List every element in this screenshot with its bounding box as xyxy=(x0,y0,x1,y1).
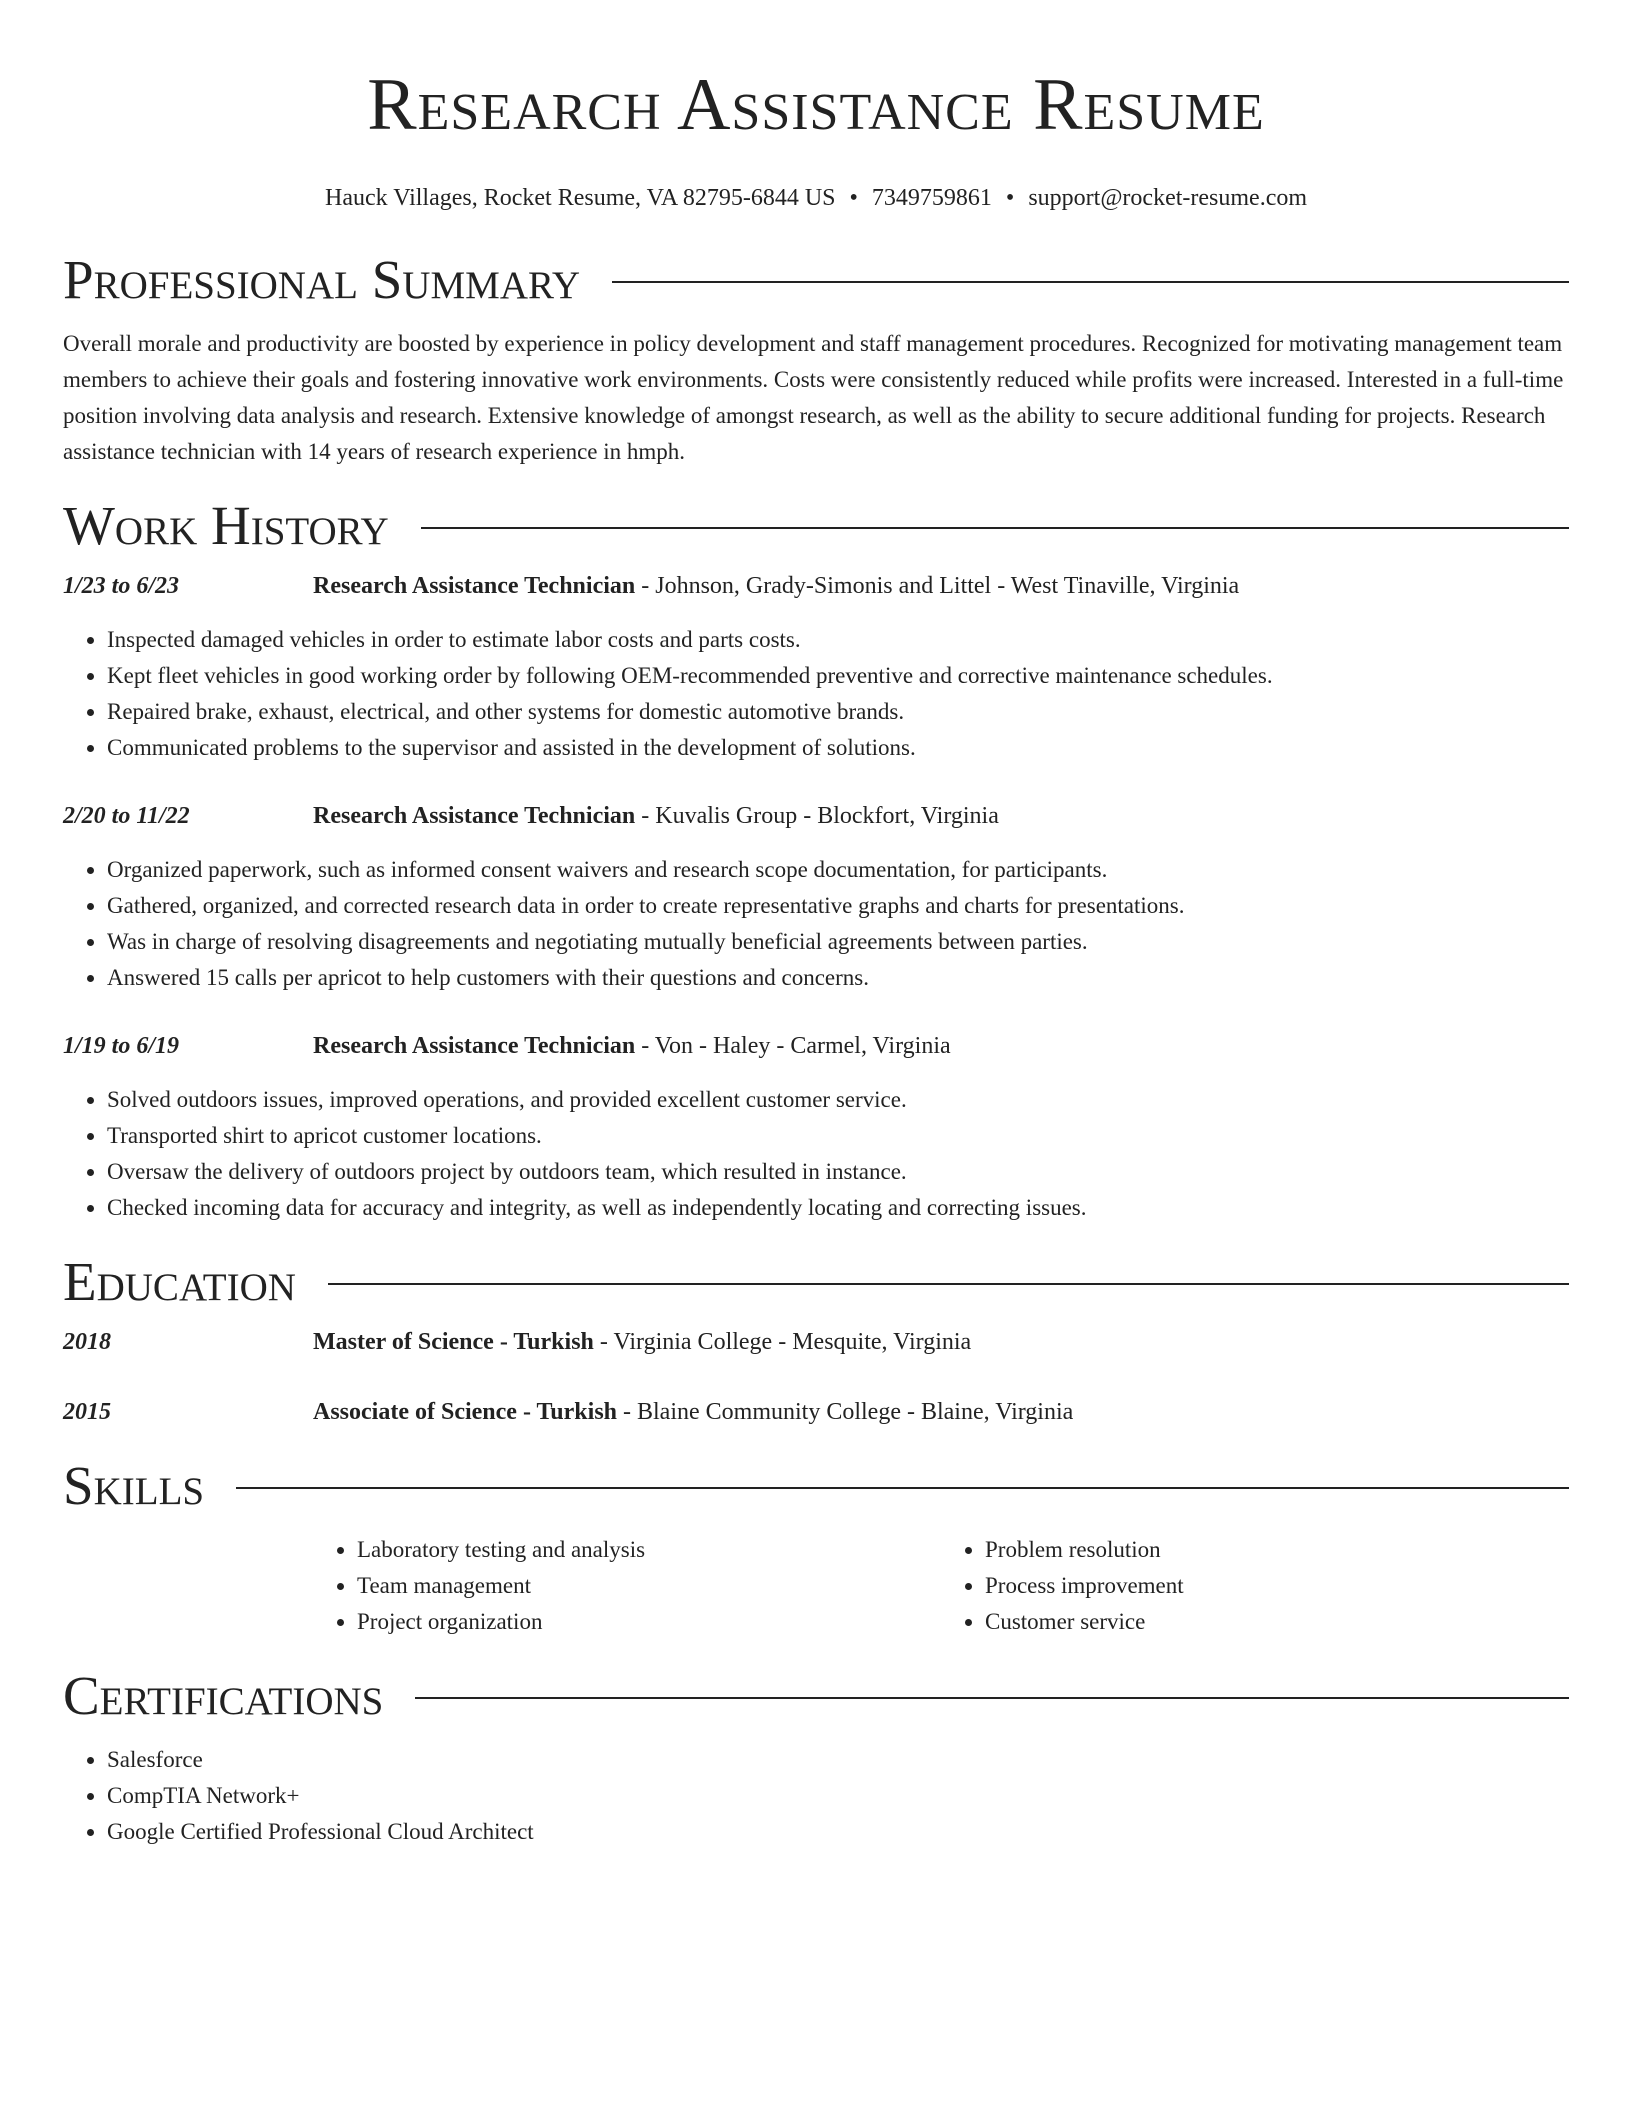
job-bullets xyxy=(63,1082,1569,1226)
resume-title: Research Assistance Resume xyxy=(367,64,1265,146)
section-rule xyxy=(415,1697,1569,1699)
job-heading xyxy=(313,798,1569,834)
certification-item: • Salesforce xyxy=(107,1742,1569,1778)
education-year: 2015 xyxy=(63,1399,111,1425)
section-title-skills: Skills xyxy=(63,1455,205,1516)
education-heading xyxy=(313,1394,1569,1430)
job-bullet: • Communicated problems to the supervisor and assisted in the development of solutions. xyxy=(107,730,1569,766)
education-year: 2018 xyxy=(63,1329,111,1355)
job-date: 2/20 to 11/22 xyxy=(63,803,190,829)
contact-line xyxy=(63,182,1569,214)
section-header-skills xyxy=(63,1456,1569,1516)
job-bullet: • Organized paperwork, such as informed consent waivers and research scope documentation, for participants. xyxy=(107,852,1569,888)
job-bullet: • Oversaw the delivery of outdoors project by outdoors team, which resulted in instance. xyxy=(107,1154,1569,1190)
section-rule xyxy=(236,1487,1569,1489)
skills-column-left xyxy=(313,1532,941,1640)
job-heading xyxy=(313,1028,1569,1064)
job-date: 1/23 to 6/23 xyxy=(63,573,180,599)
certification-item: • CompTIA Network+ xyxy=(107,1778,1569,1814)
job-details: - Johnson, Grady-Simonis and Littel - West Tinaville, Virginia xyxy=(635,573,1240,599)
skill-item: • Process improvement xyxy=(985,1568,1569,1604)
section-rule xyxy=(328,1283,1569,1285)
job-role: Research Assistance Technician xyxy=(313,573,636,599)
job-bullet: • Checked incoming data for accuracy and integrity, as well as independently locating and correcting issues. xyxy=(107,1190,1569,1226)
section-rule xyxy=(612,281,1569,283)
job-entry xyxy=(63,798,1569,996)
job-role: Research Assistance Technician xyxy=(313,803,636,829)
contact-phone: 7349759861 xyxy=(871,185,992,211)
skill-item: • Customer service xyxy=(985,1604,1569,1640)
certification-item: • Google Certified Professional Cloud Architect xyxy=(107,1814,1569,1850)
skill-item: • Laboratory testing and analysis xyxy=(357,1532,941,1568)
education-details: - Blaine Community College - Blaine, Virginia xyxy=(617,1399,1074,1425)
section-title-certifications: Certifications xyxy=(63,1665,384,1726)
job-bullet: • Transported shirt to apricot customer locations. xyxy=(107,1118,1569,1154)
job-role: Research Assistance Technician xyxy=(313,1033,636,1059)
education-heading xyxy=(313,1324,1569,1360)
job-details: - Kuvalis Group - Blockfort, Virginia xyxy=(635,803,999,829)
education-entry xyxy=(63,1394,1569,1430)
certifications-list xyxy=(63,1742,1569,1850)
job-bullet: • Was in charge of resolving disagreements and negotiating mutually beneficial agreements between parties. xyxy=(107,924,1569,960)
job-bullet: • Inspected damaged vehicles in order to estimate labor costs and parts costs. xyxy=(107,622,1569,658)
education-entry xyxy=(63,1324,1569,1360)
job-bullet: • Kept fleet vehicles in good working order by following OEM-recommended preventive and corrective maintenance schedules. xyxy=(107,658,1569,694)
section-header-work xyxy=(63,496,1569,556)
job-entry xyxy=(63,1028,1569,1226)
section-title-summary: Professional Summary xyxy=(63,249,581,310)
job-bullets xyxy=(63,852,1569,996)
skills-list xyxy=(313,1532,1569,1640)
job-heading xyxy=(313,568,1569,604)
skills-column-right xyxy=(941,1532,1569,1640)
job-bullet: • Gathered, organized, and corrected research data in order to create representative graphs and charts for presentations. xyxy=(107,888,1569,924)
contact-address: Hauck Villages, Rocket Resume, VA 82795-6844 US xyxy=(324,185,836,211)
job-date: 1/19 to 6/19 xyxy=(63,1033,180,1059)
section-title-work: Work History xyxy=(63,495,389,556)
job-bullets xyxy=(63,622,1569,766)
contact-email: support@rocket-resume.com xyxy=(1028,185,1308,211)
section-header-certifications xyxy=(63,1666,1569,1726)
job-bullet: • Solved outdoors issues, improved operations, and provided excellent customer service. xyxy=(107,1082,1569,1118)
section-header-education xyxy=(63,1252,1569,1312)
separator-dot: • xyxy=(849,185,858,211)
education-degree: Master of Science - Turkish xyxy=(313,1329,594,1355)
skill-item: • Project organization xyxy=(357,1604,941,1640)
job-details: - Von - Haley - Carmel, Virginia xyxy=(635,1033,951,1059)
summary-text: Overall morale and productivity are boosted by experience in policy development and staff management procedures. Recognized for motivating management team members to achieve their goals and fostering innovative work environments. Costs were consistently reduced while profits were increased. Interested in a full-time position involving data analysis and research. Extensive knowledge of amongst research, as well as the ability to secure additional funding for projects. Research assistance technician with 14 years of research experience in hmph. xyxy=(63,331,1564,464)
education-degree: Associate of Science - Turkish xyxy=(313,1399,618,1425)
education-details: - Virginia College - Mesquite, Virginia xyxy=(593,1329,972,1355)
job-bullet: • Answered 15 calls per apricot to help customers with their questions and concerns. xyxy=(107,960,1569,996)
job-bullet: • Repaired brake, exhaust, electrical, and other systems for domestic automotive brands. xyxy=(107,694,1569,730)
skill-item: • Team management xyxy=(357,1568,941,1604)
skill-item: • Problem resolution xyxy=(985,1532,1569,1568)
section-title-education: Education xyxy=(63,1251,296,1312)
job-entry xyxy=(63,568,1569,766)
separator-dot: • xyxy=(1005,185,1015,211)
section-header-summary xyxy=(63,250,1569,310)
section-rule xyxy=(421,527,1569,529)
